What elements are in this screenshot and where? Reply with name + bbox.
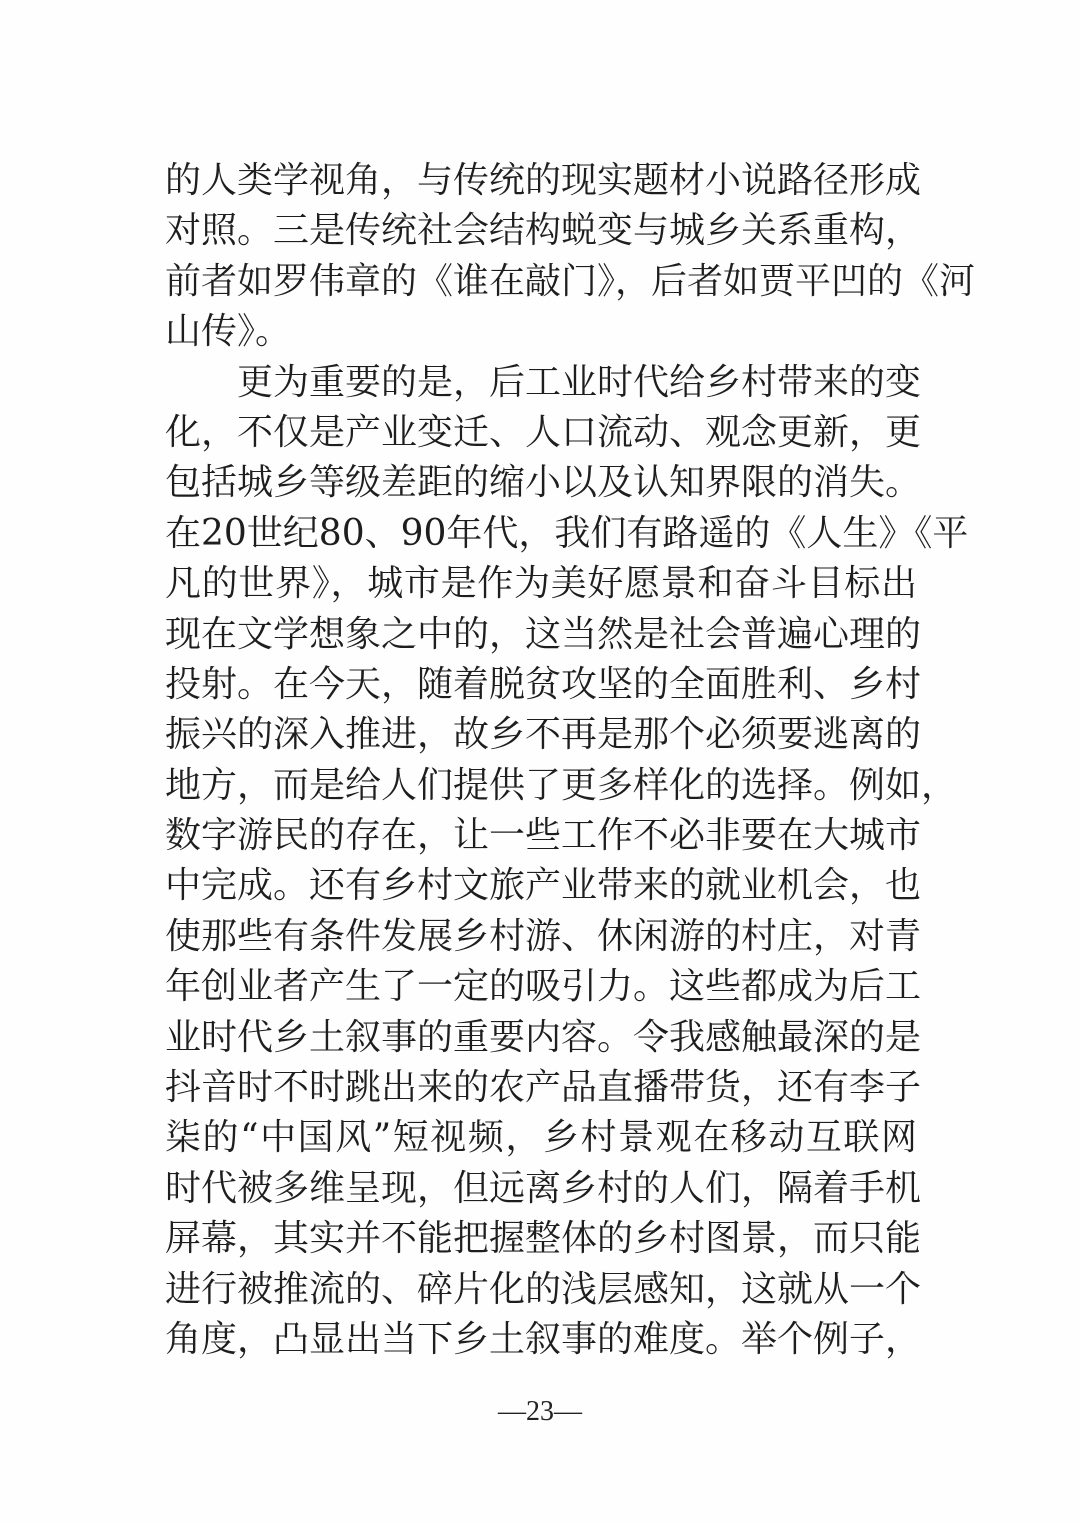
text-line: 振兴的深入推进，故乡不再是那个必须要逃离的	[165, 714, 922, 756]
text-line: 对照。三是传统社会结构蜕变与城乡关系重构，	[165, 210, 922, 252]
text-line: 使那些有条件发展乡村游、休闲游的村庄，对青	[165, 915, 922, 957]
body-text	[165, 156, 976, 1365]
text-line: 地方，而是给人们提供了更多样化的选择。例如，	[165, 764, 958, 806]
text-line: 前者如罗伟章的《谁在敲门》，后者如贾平凹的《河	[165, 260, 976, 302]
text-line: 在20世纪80、90年代，我们有路遥的《人生》《平	[165, 512, 969, 554]
text-line: 凡的世界》，城市是作为美好愿景和奋斗目标出	[165, 563, 917, 605]
text-line: 的人类学视角，与传统的现实题材小说路径形成	[165, 160, 922, 201]
text-line: 时代被多维呈现，但远离乡村的人们，隔着手机	[165, 1167, 922, 1209]
text-line: 化，不仅是产业变迁、人口流动、观念更新，更	[165, 411, 922, 453]
text-line: 山传》。	[165, 311, 292, 353]
text-line: 中完成。还有乡村文旅产业带来的就业机会，也	[165, 865, 922, 907]
text-line: 包括城乡等级差距的缩小以及认知界限的消失。	[165, 462, 922, 504]
text-line: 柒的“中国风”短视频，乡村景观在移动互联网	[165, 1117, 917, 1159]
paragraph-first-line: 更为重要的是，后工业时代给乡村带来的变	[237, 361, 922, 403]
text-line: 投射。在今天，随着脱贫攻坚的全面胜利、乡村	[165, 663, 922, 705]
text-line: 年创业者产生了一定的吸引力。这些都成为后工	[165, 966, 922, 1008]
text-line: 现在文学想象之中的，这当然是社会普遍心理的	[165, 613, 922, 655]
text-line: 数字游民的存在，让一些工作不必非要在大城市	[165, 815, 922, 857]
text-line: 抖音时不时跳出来的农产品直播带货，还有李子	[165, 1067, 922, 1109]
text-line: 进行被推流的、碎片化的浅层感知，这就从一个	[165, 1268, 922, 1310]
text-line: 屏幕，其实并不能把握整体的乡村图景，而只能	[165, 1218, 922, 1260]
page-number: —23—	[498, 1396, 582, 1427]
text-line: 业时代乡土叙事的重要内容。令我感触最深的是	[165, 1016, 922, 1058]
text-line: 角度，凸显出当下乡土叙事的难度。举个例子，	[165, 1318, 922, 1360]
